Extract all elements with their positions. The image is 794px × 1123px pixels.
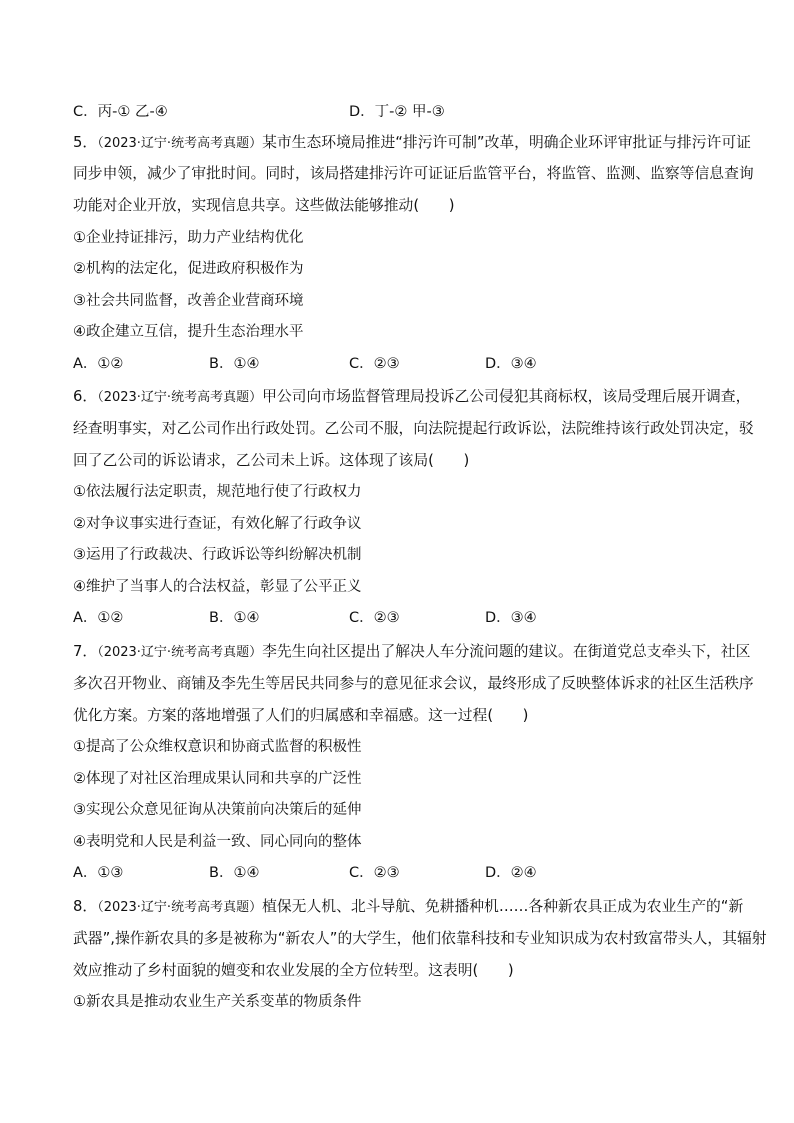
question-number: 8． — [73, 898, 98, 915]
question-6-stem-line-1 — [73, 387, 750, 408]
option-b: B．①④ — [209, 865, 260, 881]
option-a: A．①② — [73, 356, 124, 372]
statement-2: ②体现了对社区治理成果认同和共享的广泛性 — [73, 771, 362, 787]
question-7-stem-line-3: 优化方案。方案的落地增强了人们的归属感和幸福感。这一过程( ) — [73, 707, 529, 724]
question-6-stem-line-3: 回了乙公司的诉讼请求，乙公司未上诉。这体现了该局( ) — [73, 452, 470, 469]
answer-options — [73, 102, 733, 122]
question-source: （2023·辽宁·统考高考真题） — [97, 645, 263, 660]
question-source: （2023·辽宁·统考高考真题） — [97, 900, 263, 915]
statement-3: ③社会共同监督，改善企业营商环境 — [73, 293, 304, 309]
question-8-stem-line-2: 武器”,操作新农具的多是被称为“新农人”的大学生，他们依靠科技和专业知识成为农村致富带头人，其辐射 — [73, 930, 767, 947]
question-5-stem-line-2: 同步申领，减少了审批时间。同时，该局搭建排污许可证证后监管平台，将监管、监测、监察等信息查询 — [73, 165, 754, 182]
question-8-stem-line-1 — [73, 897, 743, 918]
question-source: （2023·辽宁·统考高考真题） — [97, 390, 263, 405]
option-c: C．②③ — [349, 356, 400, 372]
statement-2: ②对争议事实进行查证，有效化解了行政争议 — [73, 516, 362, 532]
option-b: B．①④ — [209, 356, 260, 372]
statement-4: ④表明党和人民是利益一致、同心同向的整体 — [73, 834, 362, 850]
option-d: D．②④ — [485, 865, 537, 881]
statement-1: ①提高了公众维权意识和协商式监督的积极性 — [73, 739, 362, 755]
option-c: C．②③ — [349, 865, 400, 881]
question-7-stem-line-1 — [73, 642, 750, 663]
question-number: 6． — [73, 388, 98, 405]
option-d: D．③④ — [485, 610, 537, 626]
option-c: C．丙-① 乙-④ — [73, 104, 168, 120]
question-number: 7． — [73, 643, 98, 660]
question-6-stem-line-2: 经查明事实，对乙公司作出行政处罚。乙公司不服，向法院提起行政诉讼，法院维持该行政处罚决定，驳 — [73, 420, 754, 437]
option-b: B．①④ — [209, 610, 260, 626]
statement-4: ④政企建立互信，提升生态治理水平 — [73, 324, 304, 340]
statement-4: ④维护了当事人的合法权益，彰显了公平正义 — [73, 579, 362, 595]
answer-options — [73, 354, 733, 374]
statement-3: ③实现公众意见征询从决策前向决策后的延伸 — [73, 802, 362, 818]
option-c: C．②③ — [349, 610, 400, 626]
question-source: （2023·辽宁·统考高考真题） — [97, 136, 263, 151]
statement-2: ②机构的法定化，促进政府积极作为 — [73, 261, 304, 277]
stem-text: 某市生态环境局推进“排污许可制”改革，明确企业环评审批证与排污许可证 — [262, 134, 751, 151]
statement-1: ①新农具是推动农业生产关系变革的物质条件 — [73, 994, 362, 1010]
question-5-stem-line-3: 功能对企业开放，实现信息共享。这些做法能够推动( ) — [73, 197, 455, 214]
answer-options — [73, 863, 733, 883]
statement-1: ①依法履行法定职责，规范地行使了行政权力 — [73, 484, 362, 500]
answer-options — [73, 608, 733, 628]
statement-3: ③运用了行政裁决、行政诉讼等纠纷解决机制 — [73, 547, 362, 563]
option-a: A．①② — [73, 610, 124, 626]
option-a: A．①③ — [73, 865, 124, 881]
option-d: D．丁-② 甲-③ — [349, 104, 445, 120]
question-number: 5． — [73, 134, 98, 151]
option-d: D．③④ — [485, 356, 537, 372]
stem-text: 李先生向社区提出了解决人车分流问题的建议。在街道党总支牵头下，社区 — [262, 643, 751, 660]
question-7-stem-line-2: 多次召开物业、商铺及李先生等居民共同参与的意见征求会议，最终形成了反映整体诉求的社区生活秩序 — [73, 675, 754, 692]
stem-text: 植保无人机、北斗导航、免耕播种机……各种新农具正成为农业生产的“新 — [262, 898, 744, 915]
question-8-stem-line-3: 效应推动了乡村面貌的嬗变和农业发展的全方位转型。这表明( ) — [73, 962, 514, 979]
stem-text: 甲公司向市场监督管理局投诉乙公司侵犯其商标权，该局受理后展开调查， — [262, 388, 751, 405]
question-5-stem-line-1 — [73, 133, 751, 154]
statement-1: ①企业持证排污，助力产业结构优化 — [73, 230, 304, 246]
